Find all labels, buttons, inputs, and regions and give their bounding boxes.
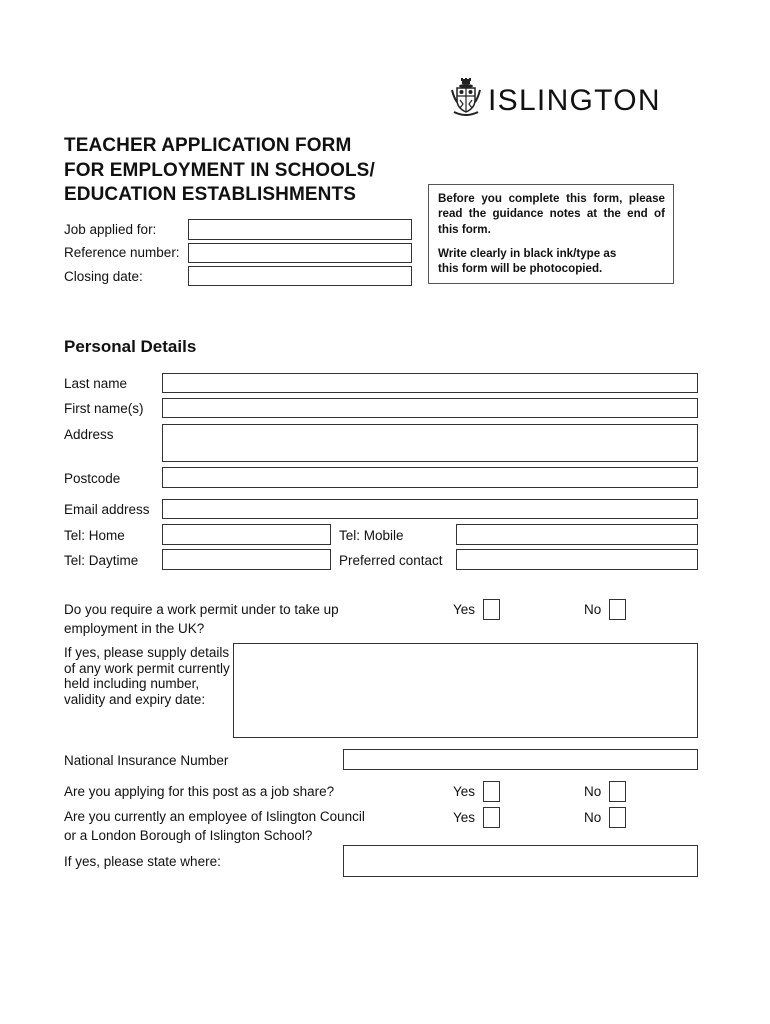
job-share-yes-checkbox[interactable]: [483, 781, 500, 802]
employee-where-field[interactable]: [343, 845, 698, 877]
employee-yes-label: Yes: [453, 810, 476, 825]
work-permit-details-field[interactable]: [233, 643, 698, 738]
work-permit-details-line: validity and expiry date:: [64, 691, 206, 707]
preferred-contact-field[interactable]: [456, 549, 698, 570]
work-permit-details-line: of any work permit currently: [64, 660, 230, 676]
tel-mobile-label: Tel: Mobile: [339, 528, 404, 543]
ni-number-label: National Insurance Number: [64, 753, 229, 768]
notice-ink-text-2: this form will be photocopied.: [438, 262, 603, 276]
address-field[interactable]: [162, 424, 698, 462]
first-names-label: First name(s): [64, 401, 144, 416]
page-title: [64, 134, 375, 208]
first-names-field[interactable]: [162, 398, 698, 418]
title-line: EDUCATION ESTABLISHMENTS: [64, 184, 356, 205]
work-permit-yes-checkbox[interactable]: [483, 599, 500, 620]
address-label: Address: [64, 427, 114, 442]
employee-where-label: If yes, please state where:: [64, 854, 221, 869]
job-share-no-checkbox[interactable]: [609, 781, 626, 802]
job-share-no-label: No: [584, 784, 602, 799]
job-applied-label: Job applied for:: [64, 222, 157, 237]
employee-yes-checkbox[interactable]: [483, 807, 500, 828]
postcode-label: Postcode: [64, 471, 121, 486]
title-line: FOR EMPLOYMENT IN SCHOOLS/: [64, 159, 375, 181]
work-permit-details-line: held including number,: [64, 676, 200, 691]
work-permit-no-label: No: [584, 602, 602, 617]
job-share-question: Are you applying for this post as a job share?: [64, 784, 335, 799]
coat-of-arms-icon: [451, 78, 481, 121]
employee-question-line: or a London Borough of Islington School?: [64, 828, 313, 843]
guidance-notice: [428, 184, 674, 284]
work-permit-question-line: employment in the UK?: [64, 621, 205, 636]
employee-no-label: No: [584, 810, 602, 825]
reference-number-field[interactable]: [188, 243, 412, 263]
section-heading-personal-details: Personal Details: [64, 337, 197, 356]
email-label: Email address: [64, 502, 150, 517]
work-permit-yes-label: Yes: [453, 602, 476, 617]
last-name-field[interactable]: [162, 373, 698, 393]
logo-name: ISLINGTON: [488, 84, 661, 117]
email-field[interactable]: [162, 499, 698, 519]
tel-mobile-field[interactable]: [456, 524, 698, 545]
closing-date-label: Closing date:: [64, 269, 143, 284]
work-permit-details-label: [64, 645, 230, 707]
tel-daytime-label: Tel: Daytime: [64, 553, 139, 568]
notice-guidance-text: Before you complete this form, please read the guidance notes at the end of this form.: [438, 192, 665, 236]
last-name-label: Last name: [64, 376, 128, 391]
job-share-yes-label: Yes: [453, 784, 476, 799]
title-line: TEACHER APPLICATION FORM: [64, 135, 352, 156]
preferred-contact-label: Preferred contact: [339, 553, 443, 568]
notice-ink-text-1: Write clearly in black ink/type as: [438, 246, 617, 260]
job-applied-field[interactable]: [188, 219, 412, 240]
tel-home-field[interactable]: [162, 524, 331, 545]
tel-home-label: Tel: Home: [64, 528, 125, 543]
employee-no-checkbox[interactable]: [609, 807, 626, 828]
ni-number-field[interactable]: [343, 749, 698, 770]
work-permit-details-line: If yes, please supply details: [64, 645, 230, 660]
employee-question: [64, 807, 365, 845]
tel-daytime-field[interactable]: [162, 549, 331, 570]
postcode-field[interactable]: [162, 467, 698, 488]
reference-number-label: Reference number:: [64, 245, 180, 260]
employee-question-line: Are you currently an employee of Islington Council: [64, 809, 365, 824]
closing-date-field[interactable]: [188, 266, 412, 286]
work-permit-question-line: Do you require a work permit under to take up: [64, 602, 339, 617]
work-permit-question: [64, 600, 339, 638]
work-permit-no-checkbox[interactable]: [609, 599, 626, 620]
